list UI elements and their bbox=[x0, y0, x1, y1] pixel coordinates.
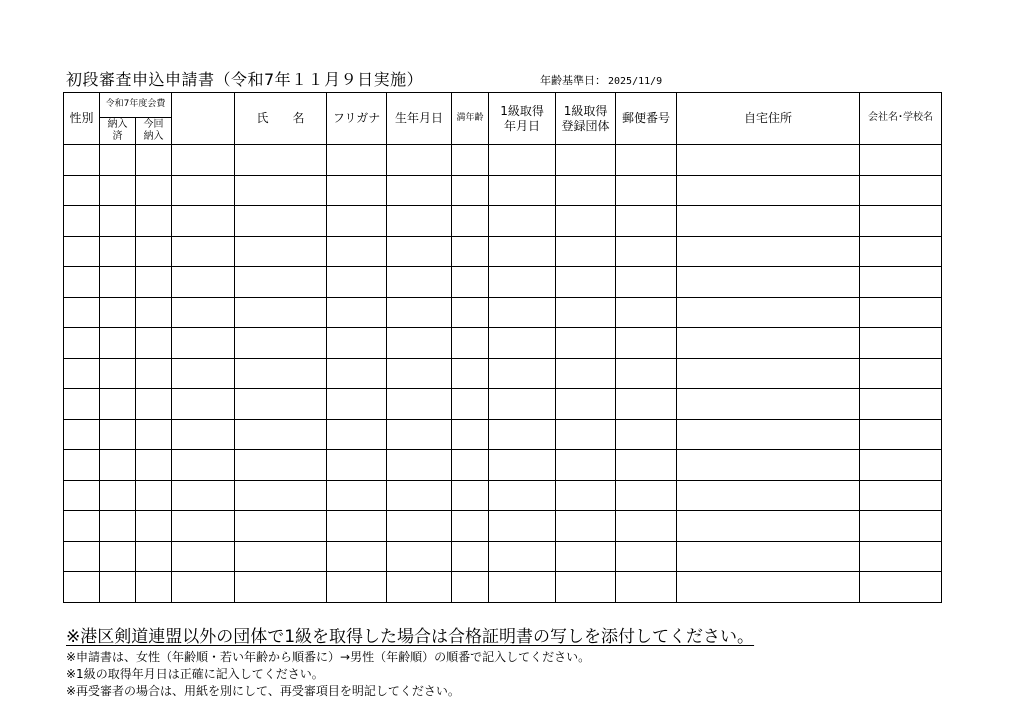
cell-first-kyu-org[interactable] bbox=[556, 297, 616, 328]
cell-company-school[interactable] bbox=[860, 267, 942, 298]
cell-gender[interactable] bbox=[64, 236, 100, 267]
cell-furigana[interactable] bbox=[327, 450, 387, 481]
cell-fee-paid[interactable] bbox=[100, 328, 136, 359]
cell-age[interactable] bbox=[452, 297, 489, 328]
cell-fee-paid[interactable] bbox=[100, 175, 136, 206]
cell-name[interactable] bbox=[235, 419, 327, 450]
cell-name[interactable] bbox=[235, 389, 327, 420]
cell-birthdate[interactable] bbox=[387, 206, 452, 237]
cell-postal-code[interactable] bbox=[616, 541, 677, 572]
cell-age[interactable] bbox=[452, 206, 489, 237]
cell-blank[interactable] bbox=[172, 297, 235, 328]
cell-birthdate[interactable] bbox=[387, 419, 452, 450]
cell-birthdate[interactable] bbox=[387, 267, 452, 298]
cell-age[interactable] bbox=[452, 450, 489, 481]
cell-blank[interactable] bbox=[172, 206, 235, 237]
header-first-kyu-org: 1級取得 登録団体 bbox=[556, 93, 616, 145]
cell-fee-now[interactable] bbox=[136, 358, 172, 389]
cell-first-kyu-date[interactable] bbox=[489, 267, 556, 298]
table-row bbox=[64, 358, 942, 389]
form-title: 初段審査申込申請書（令和7年１１月９日実施） bbox=[66, 70, 424, 89]
cell-blank[interactable] bbox=[172, 328, 235, 359]
cell-name[interactable] bbox=[235, 541, 327, 572]
cell-postal-code[interactable] bbox=[616, 480, 677, 511]
cell-furigana[interactable] bbox=[327, 175, 387, 206]
cell-blank[interactable] bbox=[172, 145, 235, 176]
cell-company-school[interactable] bbox=[860, 450, 942, 481]
cell-furigana[interactable] bbox=[327, 358, 387, 389]
cell-name[interactable] bbox=[235, 236, 327, 267]
cell-address[interactable] bbox=[677, 236, 860, 267]
cell-address[interactable] bbox=[677, 419, 860, 450]
cell-address[interactable] bbox=[677, 175, 860, 206]
cell-blank[interactable] bbox=[172, 267, 235, 298]
cell-blank[interactable] bbox=[172, 175, 235, 206]
cell-age[interactable] bbox=[452, 145, 489, 176]
cell-first-kyu-date[interactable] bbox=[489, 572, 556, 603]
cell-gender[interactable] bbox=[64, 358, 100, 389]
table-row bbox=[64, 297, 942, 328]
cell-postal-code[interactable] bbox=[616, 206, 677, 237]
cell-fee-now[interactable] bbox=[136, 145, 172, 176]
cell-address[interactable] bbox=[677, 511, 860, 542]
cell-gender[interactable] bbox=[64, 419, 100, 450]
cell-fee-now[interactable] bbox=[136, 206, 172, 237]
cell-birthdate[interactable] bbox=[387, 389, 452, 420]
cell-first-kyu-date[interactable] bbox=[489, 175, 556, 206]
cell-company-school[interactable] bbox=[860, 572, 942, 603]
cell-company-school[interactable] bbox=[860, 389, 942, 420]
cell-address[interactable] bbox=[677, 572, 860, 603]
table-row bbox=[64, 236, 942, 267]
cell-gender[interactable] bbox=[64, 480, 100, 511]
cell-name[interactable] bbox=[235, 145, 327, 176]
cell-birthdate[interactable] bbox=[387, 541, 452, 572]
cell-postal-code[interactable] bbox=[616, 236, 677, 267]
cell-fee-now[interactable] bbox=[136, 480, 172, 511]
table-row bbox=[64, 419, 942, 450]
cell-birthdate[interactable] bbox=[387, 175, 452, 206]
cell-fee-now[interactable] bbox=[136, 419, 172, 450]
cell-name[interactable] bbox=[235, 450, 327, 481]
header-fee-paid: 納入 済 bbox=[100, 118, 136, 145]
table-row bbox=[64, 450, 942, 481]
cell-first-kyu-org[interactable] bbox=[556, 389, 616, 420]
cell-furigana[interactable] bbox=[327, 389, 387, 420]
cell-address[interactable] bbox=[677, 267, 860, 298]
cell-gender[interactable] bbox=[64, 145, 100, 176]
cell-company-school[interactable] bbox=[860, 297, 942, 328]
cell-furigana[interactable] bbox=[327, 267, 387, 298]
header-gender: 性別 bbox=[64, 93, 100, 145]
cell-fee-paid[interactable] bbox=[100, 419, 136, 450]
reference-date bbox=[540, 72, 662, 88]
cell-blank[interactable] bbox=[172, 358, 235, 389]
note-line: ※申請書は、女性（年齢順・若い年齢から順番に）→男性（年齢順）の順番で記入してください。 bbox=[66, 650, 591, 664]
cell-name[interactable] bbox=[235, 328, 327, 359]
cell-furigana[interactable] bbox=[327, 145, 387, 176]
cell-furigana[interactable] bbox=[327, 541, 387, 572]
table-row bbox=[64, 328, 942, 359]
cell-gender[interactable] bbox=[64, 389, 100, 420]
cell-fee-now[interactable] bbox=[136, 328, 172, 359]
cell-name[interactable] bbox=[235, 511, 327, 542]
cell-age[interactable] bbox=[452, 328, 489, 359]
cell-first-kyu-org[interactable] bbox=[556, 145, 616, 176]
cell-postal-code[interactable] bbox=[616, 389, 677, 420]
cell-first-kyu-date[interactable] bbox=[489, 419, 556, 450]
header-address: 自宅住所 bbox=[677, 93, 860, 145]
cell-blank[interactable] bbox=[172, 389, 235, 420]
cell-blank[interactable] bbox=[172, 511, 235, 542]
cell-company-school[interactable] bbox=[860, 328, 942, 359]
cell-company-school[interactable] bbox=[860, 358, 942, 389]
cell-first-kyu-date[interactable] bbox=[489, 236, 556, 267]
cell-first-kyu-org[interactable] bbox=[556, 480, 616, 511]
cell-gender[interactable] bbox=[64, 541, 100, 572]
reference-date-label: 年齢基準日： bbox=[540, 74, 606, 87]
cell-postal-code[interactable] bbox=[616, 145, 677, 176]
cell-name[interactable] bbox=[235, 175, 327, 206]
table-row bbox=[64, 267, 942, 298]
cell-age[interactable] bbox=[452, 480, 489, 511]
cell-fee-paid[interactable] bbox=[100, 236, 136, 267]
cell-blank[interactable] bbox=[172, 450, 235, 481]
cell-address[interactable] bbox=[677, 297, 860, 328]
header-age: 満年齢 bbox=[452, 93, 489, 145]
cell-first-kyu-org[interactable] bbox=[556, 511, 616, 542]
header-postal-code: 郵便番号 bbox=[616, 93, 677, 145]
cell-furigana[interactable] bbox=[327, 572, 387, 603]
header-birthdate: 生年月日 bbox=[387, 93, 452, 145]
cell-fee-paid[interactable] bbox=[100, 297, 136, 328]
cell-company-school[interactable] bbox=[860, 419, 942, 450]
cell-name[interactable] bbox=[235, 297, 327, 328]
cell-first-kyu-date[interactable] bbox=[489, 297, 556, 328]
cell-fee-paid[interactable] bbox=[100, 572, 136, 603]
cell-furigana[interactable] bbox=[327, 297, 387, 328]
cell-gender[interactable] bbox=[64, 297, 100, 328]
header-row-1 bbox=[64, 93, 942, 118]
cell-company-school[interactable] bbox=[860, 145, 942, 176]
cell-first-kyu-org[interactable] bbox=[556, 572, 616, 603]
cell-first-kyu-org[interactable] bbox=[556, 541, 616, 572]
cell-birthdate[interactable] bbox=[387, 572, 452, 603]
cell-age[interactable] bbox=[452, 389, 489, 420]
cell-first-kyu-date[interactable] bbox=[489, 358, 556, 389]
cell-age[interactable] bbox=[452, 419, 489, 450]
cell-birthdate[interactable] bbox=[387, 297, 452, 328]
cell-first-kyu-org[interactable] bbox=[556, 175, 616, 206]
cell-gender[interactable] bbox=[64, 206, 100, 237]
cell-fee-paid[interactable] bbox=[100, 450, 136, 481]
cell-age[interactable] bbox=[452, 358, 489, 389]
cell-company-school[interactable] bbox=[860, 541, 942, 572]
cell-company-school[interactable] bbox=[860, 236, 942, 267]
cell-name[interactable] bbox=[235, 206, 327, 237]
cell-birthdate[interactable] bbox=[387, 328, 452, 359]
table-row bbox=[64, 389, 942, 420]
cell-company-school[interactable] bbox=[860, 480, 942, 511]
cell-address[interactable] bbox=[677, 206, 860, 237]
cell-fee-now[interactable] bbox=[136, 541, 172, 572]
cell-age[interactable] bbox=[452, 541, 489, 572]
cell-name[interactable] bbox=[235, 480, 327, 511]
table-row bbox=[64, 175, 942, 206]
cell-fee-paid[interactable] bbox=[100, 511, 136, 542]
cell-furigana[interactable] bbox=[327, 236, 387, 267]
cell-fee-paid[interactable] bbox=[100, 480, 136, 511]
cell-fee-paid[interactable] bbox=[100, 267, 136, 298]
cell-furigana[interactable] bbox=[327, 419, 387, 450]
cell-first-kyu-date[interactable] bbox=[489, 450, 556, 481]
cell-fee-now[interactable] bbox=[136, 297, 172, 328]
cell-address[interactable] bbox=[677, 358, 860, 389]
cell-gender[interactable] bbox=[64, 511, 100, 542]
cell-fee-paid[interactable] bbox=[100, 206, 136, 237]
cell-postal-code[interactable] bbox=[616, 175, 677, 206]
cell-first-kyu-date[interactable] bbox=[489, 389, 556, 420]
cell-first-kyu-org[interactable] bbox=[556, 358, 616, 389]
header-membership-fee: 令和7年度会費 bbox=[100, 93, 172, 118]
cell-birthdate[interactable] bbox=[387, 358, 452, 389]
cell-address[interactable] bbox=[677, 389, 860, 420]
cell-birthdate[interactable] bbox=[387, 145, 452, 176]
cell-fee-paid[interactable] bbox=[100, 389, 136, 420]
cell-address[interactable] bbox=[677, 328, 860, 359]
cell-furigana[interactable] bbox=[327, 206, 387, 237]
cell-blank[interactable] bbox=[172, 480, 235, 511]
cell-first-kyu-date[interactable] bbox=[489, 511, 556, 542]
cell-address[interactable] bbox=[677, 541, 860, 572]
cell-gender[interactable] bbox=[64, 267, 100, 298]
cell-fee-now[interactable] bbox=[136, 572, 172, 603]
cell-address[interactable] bbox=[677, 450, 860, 481]
cell-first-kyu-org[interactable] bbox=[556, 206, 616, 237]
cell-company-school[interactable] bbox=[860, 206, 942, 237]
cell-first-kyu-date[interactable] bbox=[489, 206, 556, 237]
cell-fee-now[interactable] bbox=[136, 175, 172, 206]
cell-first-kyu-org[interactable] bbox=[556, 419, 616, 450]
cell-company-school[interactable] bbox=[860, 511, 942, 542]
cell-first-kyu-date[interactable] bbox=[489, 480, 556, 511]
cell-fee-now[interactable] bbox=[136, 450, 172, 481]
cell-blank[interactable] bbox=[172, 541, 235, 572]
reference-date-value: 2025/11/9 bbox=[608, 76, 663, 87]
cell-postal-code[interactable] bbox=[616, 572, 677, 603]
cell-name[interactable] bbox=[235, 358, 327, 389]
cell-blank[interactable] bbox=[172, 419, 235, 450]
cell-first-kyu-date[interactable] bbox=[489, 328, 556, 359]
header-fee-now: 今回 納入 bbox=[136, 118, 172, 145]
cell-postal-code[interactable] bbox=[616, 419, 677, 450]
cell-gender[interactable] bbox=[64, 175, 100, 206]
cell-first-kyu-org[interactable] bbox=[556, 267, 616, 298]
cell-gender[interactable] bbox=[64, 572, 100, 603]
cell-first-kyu-date[interactable] bbox=[489, 145, 556, 176]
cell-fee-now[interactable] bbox=[136, 511, 172, 542]
cell-fee-paid[interactable] bbox=[100, 541, 136, 572]
note-line: ※再受審者の場合は、用紙を別にして、再受審項目を明記してください。 bbox=[66, 684, 460, 698]
cell-furigana[interactable] bbox=[327, 511, 387, 542]
table-row bbox=[64, 511, 942, 542]
cell-fee-now[interactable] bbox=[136, 389, 172, 420]
cell-age[interactable] bbox=[452, 267, 489, 298]
cell-address[interactable] bbox=[677, 480, 860, 511]
header-company-school: 会社名･学校名 bbox=[860, 93, 942, 145]
cell-fee-paid[interactable] bbox=[100, 145, 136, 176]
cell-name[interactable] bbox=[235, 267, 327, 298]
cell-fee-paid[interactable] bbox=[100, 358, 136, 389]
table-row bbox=[64, 145, 942, 176]
cell-name[interactable] bbox=[235, 572, 327, 603]
cell-furigana[interactable] bbox=[327, 480, 387, 511]
header-blank bbox=[172, 93, 235, 145]
cell-blank[interactable] bbox=[172, 236, 235, 267]
notes-main: ※港区剣道連盟以外の団体で1級を取得した場合は合格証明書の写しを添付してください。 bbox=[66, 627, 755, 647]
cell-postal-code[interactable] bbox=[616, 450, 677, 481]
table-row bbox=[64, 572, 942, 603]
cell-gender[interactable] bbox=[64, 450, 100, 481]
notes bbox=[66, 622, 754, 700]
cell-postal-code[interactable] bbox=[616, 328, 677, 359]
cell-first-kyu-org[interactable] bbox=[556, 450, 616, 481]
cell-age[interactable] bbox=[452, 572, 489, 603]
cell-company-school[interactable] bbox=[860, 175, 942, 206]
cell-blank[interactable] bbox=[172, 572, 235, 603]
header-name: 氏 名 bbox=[235, 93, 327, 145]
cell-postal-code[interactable] bbox=[616, 511, 677, 542]
cell-postal-code[interactable] bbox=[616, 358, 677, 389]
cell-first-kyu-date[interactable] bbox=[489, 541, 556, 572]
cell-fee-now[interactable] bbox=[136, 267, 172, 298]
cell-fee-now[interactable] bbox=[136, 236, 172, 267]
cell-first-kyu-org[interactable] bbox=[556, 328, 616, 359]
cell-birthdate[interactable] bbox=[387, 480, 452, 511]
cell-birthdate[interactable] bbox=[387, 236, 452, 267]
header-first-kyu-date: 1級取得 年月日 bbox=[489, 93, 556, 145]
cell-postal-code[interactable] bbox=[616, 267, 677, 298]
note-line: ※1級の取得年月日は正確に記入してください。 bbox=[66, 667, 324, 681]
table-row bbox=[64, 541, 942, 572]
cell-furigana[interactable] bbox=[327, 328, 387, 359]
cell-age[interactable] bbox=[452, 236, 489, 267]
cell-address[interactable] bbox=[677, 145, 860, 176]
header-furigana: フリガナ bbox=[327, 93, 387, 145]
cell-birthdate[interactable] bbox=[387, 511, 452, 542]
cell-gender[interactable] bbox=[64, 328, 100, 359]
cell-birthdate[interactable] bbox=[387, 450, 452, 481]
cell-postal-code[interactable] bbox=[616, 297, 677, 328]
cell-age[interactable] bbox=[452, 511, 489, 542]
table-row bbox=[64, 480, 942, 511]
application-table bbox=[63, 92, 942, 603]
cell-age[interactable] bbox=[452, 175, 489, 206]
table-row bbox=[64, 206, 942, 237]
cell-first-kyu-org[interactable] bbox=[556, 236, 616, 267]
